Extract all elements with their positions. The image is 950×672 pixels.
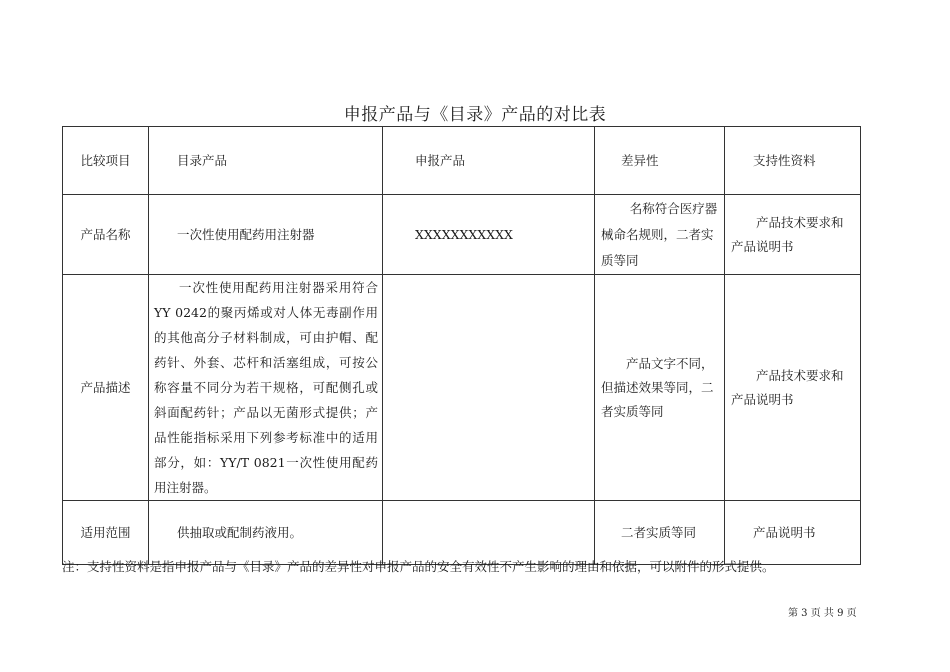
table-header-row [63,127,861,195]
page-number: 第 3 页 共 9 页 [788,608,857,619]
support-cell: 产品技术要求和产品说明书 [725,275,861,501]
support-cell: 产品说明书 [725,501,861,565]
table-row [63,195,861,275]
difference-cell: 产品文字不同，但描述效果等同，二者实质等同 [595,275,725,501]
declared-cell [383,501,595,565]
catalog-cell: 一次性使用配药用注射器采用符合YY 0242的聚丙烯或对人体无毒副作用的其他高分子材料制成，可由护帽、配药针、外套、芯杆和活塞组成，可按公称容量不同分为若干规格，可配侧孔或斜面配药针；产品以无菌形式提供；产品性能指标采用下列参考标准中的适用部分，如：YY/T 0821一次性使用配药用注射器。 [149,275,383,501]
catalog-cell: 供抽取或配制药液用。 [149,501,383,565]
page-title: 申报产品与《目录》产品的对比表 [343,105,607,125]
declared-cell: XXXXXXXXXXX [383,195,595,275]
declared-cell [383,275,595,501]
row-item-cell: 产品名称 [63,195,149,275]
footnote: 注：支持性资料是指申报产品与《目录》产品的差异性对申报产品的安全有效性不产生影响的理由和依据，可以附件的形式提供。 [62,559,775,574]
header-cell-item: 比较项目 [63,127,149,195]
catalog-cell: 一次性使用配药用注射器 [149,195,383,275]
difference-cell: 名称符合医疗器械命名规则，二者实质等同 [595,195,725,275]
header-cell-support: 支持性资料 [725,127,861,195]
difference-cell: 二者实质等同 [595,501,725,565]
support-cell: 产品技术要求和产品说明书 [725,195,861,275]
row-item-cell: 适用范围 [63,501,149,565]
comparison-table [62,126,861,565]
table-row [63,275,861,501]
table-row [63,501,861,565]
row-item-cell: 产品描述 [63,275,149,501]
header-cell-catalog: 目录产品 [149,127,383,195]
header-cell-difference: 差异性 [595,127,725,195]
header-cell-declared: 申报产品 [383,127,595,195]
